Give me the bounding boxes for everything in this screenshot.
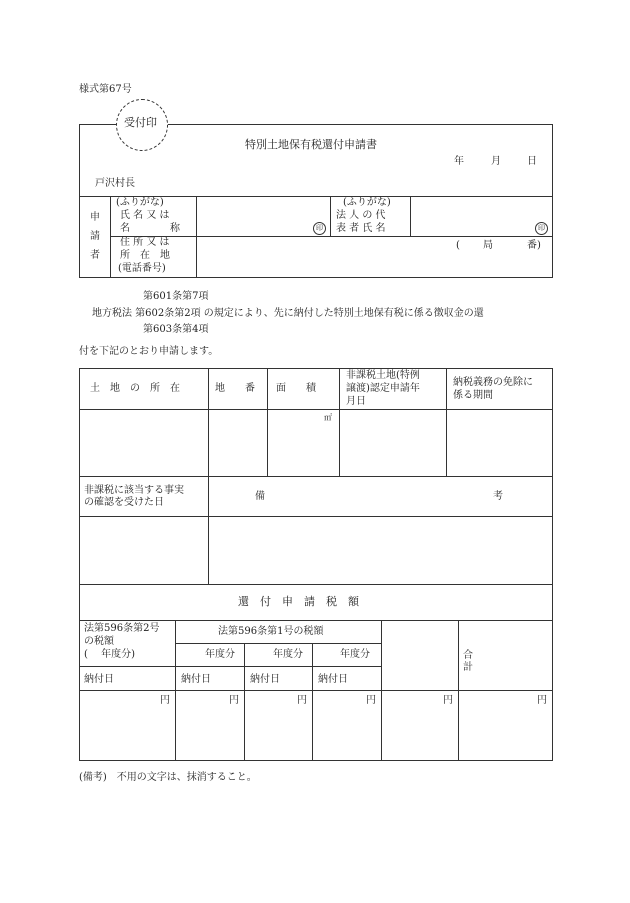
yen-6: 円 (537, 695, 547, 706)
name-label-1: 氏 名 又 は (120, 210, 170, 221)
form-number: 様式第67号 (79, 84, 132, 95)
header-area: 面 積 (276, 383, 316, 394)
corp-label-2: 表 者 氏 名 (336, 223, 386, 234)
total-header: 合 計 (463, 650, 553, 673)
area-unit: ㎡ (324, 413, 332, 422)
yen-5: 円 (443, 695, 453, 706)
phone-ban: 番) (527, 240, 541, 251)
date-day: 日 (527, 156, 537, 167)
fy-label-1: 年度分 (205, 649, 235, 660)
col-596-2-year: ( 年度分) (84, 649, 135, 660)
corp-seal-icon: 印 (535, 222, 548, 235)
name-furigana: (ふりがな) (116, 197, 164, 208)
footnote: (備考) 不用の文字は、抹消すること。 (79, 772, 257, 783)
paid-date-3: 納付日 (250, 674, 280, 685)
yen-3: 円 (297, 695, 307, 706)
statement-article-3: 第603条第4項 (143, 324, 209, 335)
corp-furigana: (ふりがな) (343, 197, 391, 208)
yen-1: 円 (160, 695, 170, 706)
name-label-2: 名 称 (120, 223, 180, 234)
col-596-2-line1: 法第596条第2号 (84, 623, 160, 634)
header-exemption-1: 納税義務の免除に (453, 377, 533, 388)
receipt-stamp-label: 受付印 (124, 116, 157, 129)
yen-2: 円 (229, 695, 239, 706)
phone-open: ( (456, 240, 460, 251)
statement-line-2: 付を下記のとおり申請します。 (79, 346, 219, 357)
date-month: 月 (491, 156, 501, 167)
fy-label-3: 年度分 (340, 649, 370, 660)
applicant-label-1: 申 (90, 212, 100, 223)
header-exemption-2: 係る期間 (453, 390, 493, 401)
confirm-label-1: 非課税に該当する事実 (84, 485, 184, 496)
address-label-1: 住 所 又 は (120, 237, 170, 248)
col-596-2-line2: の税額 (84, 636, 114, 647)
statement-article-1: 第601条第7項 (143, 291, 209, 302)
form-title: 特別土地保有税還付申請書 (245, 138, 377, 151)
date-year: 年 (454, 156, 464, 167)
applicant-label-3: 者 (90, 250, 100, 261)
addressee: 戸沢村長 (95, 178, 135, 189)
address-label-2: 所 在 地 (120, 250, 170, 261)
corp-label-1: 法 人 の 代 (336, 210, 386, 221)
paid-date-2: 納付日 (181, 674, 211, 685)
phone-kyoku: 局 (483, 240, 493, 251)
header-cert-1: 非課税土地(特例 (346, 370, 420, 381)
name-seal-icon: 印 (313, 222, 326, 235)
statement-line-1: 地方税法 第602条第2項 の規定により、先に納付した特別土地保有税に係る徴収金の還 (92, 308, 484, 319)
confirm-label-2: の確認を受けた日 (84, 497, 164, 508)
paid-date-4: 納付日 (318, 674, 348, 685)
header-cert-2: 譲渡)認定申請年 (346, 383, 420, 394)
fy-label-2: 年度分 (273, 649, 303, 660)
address-label-3: (電話番号) (118, 263, 166, 274)
header-cert-3: 月日 (346, 396, 366, 407)
header-lot: 地 番 (215, 383, 255, 394)
applicant-label-2: 請 (90, 231, 100, 242)
remarks-label-1: 備 (255, 491, 265, 502)
paid-date-1: 納付日 (84, 674, 114, 685)
remarks-label-2: 考 (493, 491, 503, 502)
header-location: 土 地 の 所 在 (90, 383, 180, 394)
yen-4: 円 (366, 695, 376, 706)
refund-title: 還 付 申 請 税 額 (238, 595, 359, 608)
col-596-1-header: 法第596条第1号の税額 (218, 626, 324, 637)
